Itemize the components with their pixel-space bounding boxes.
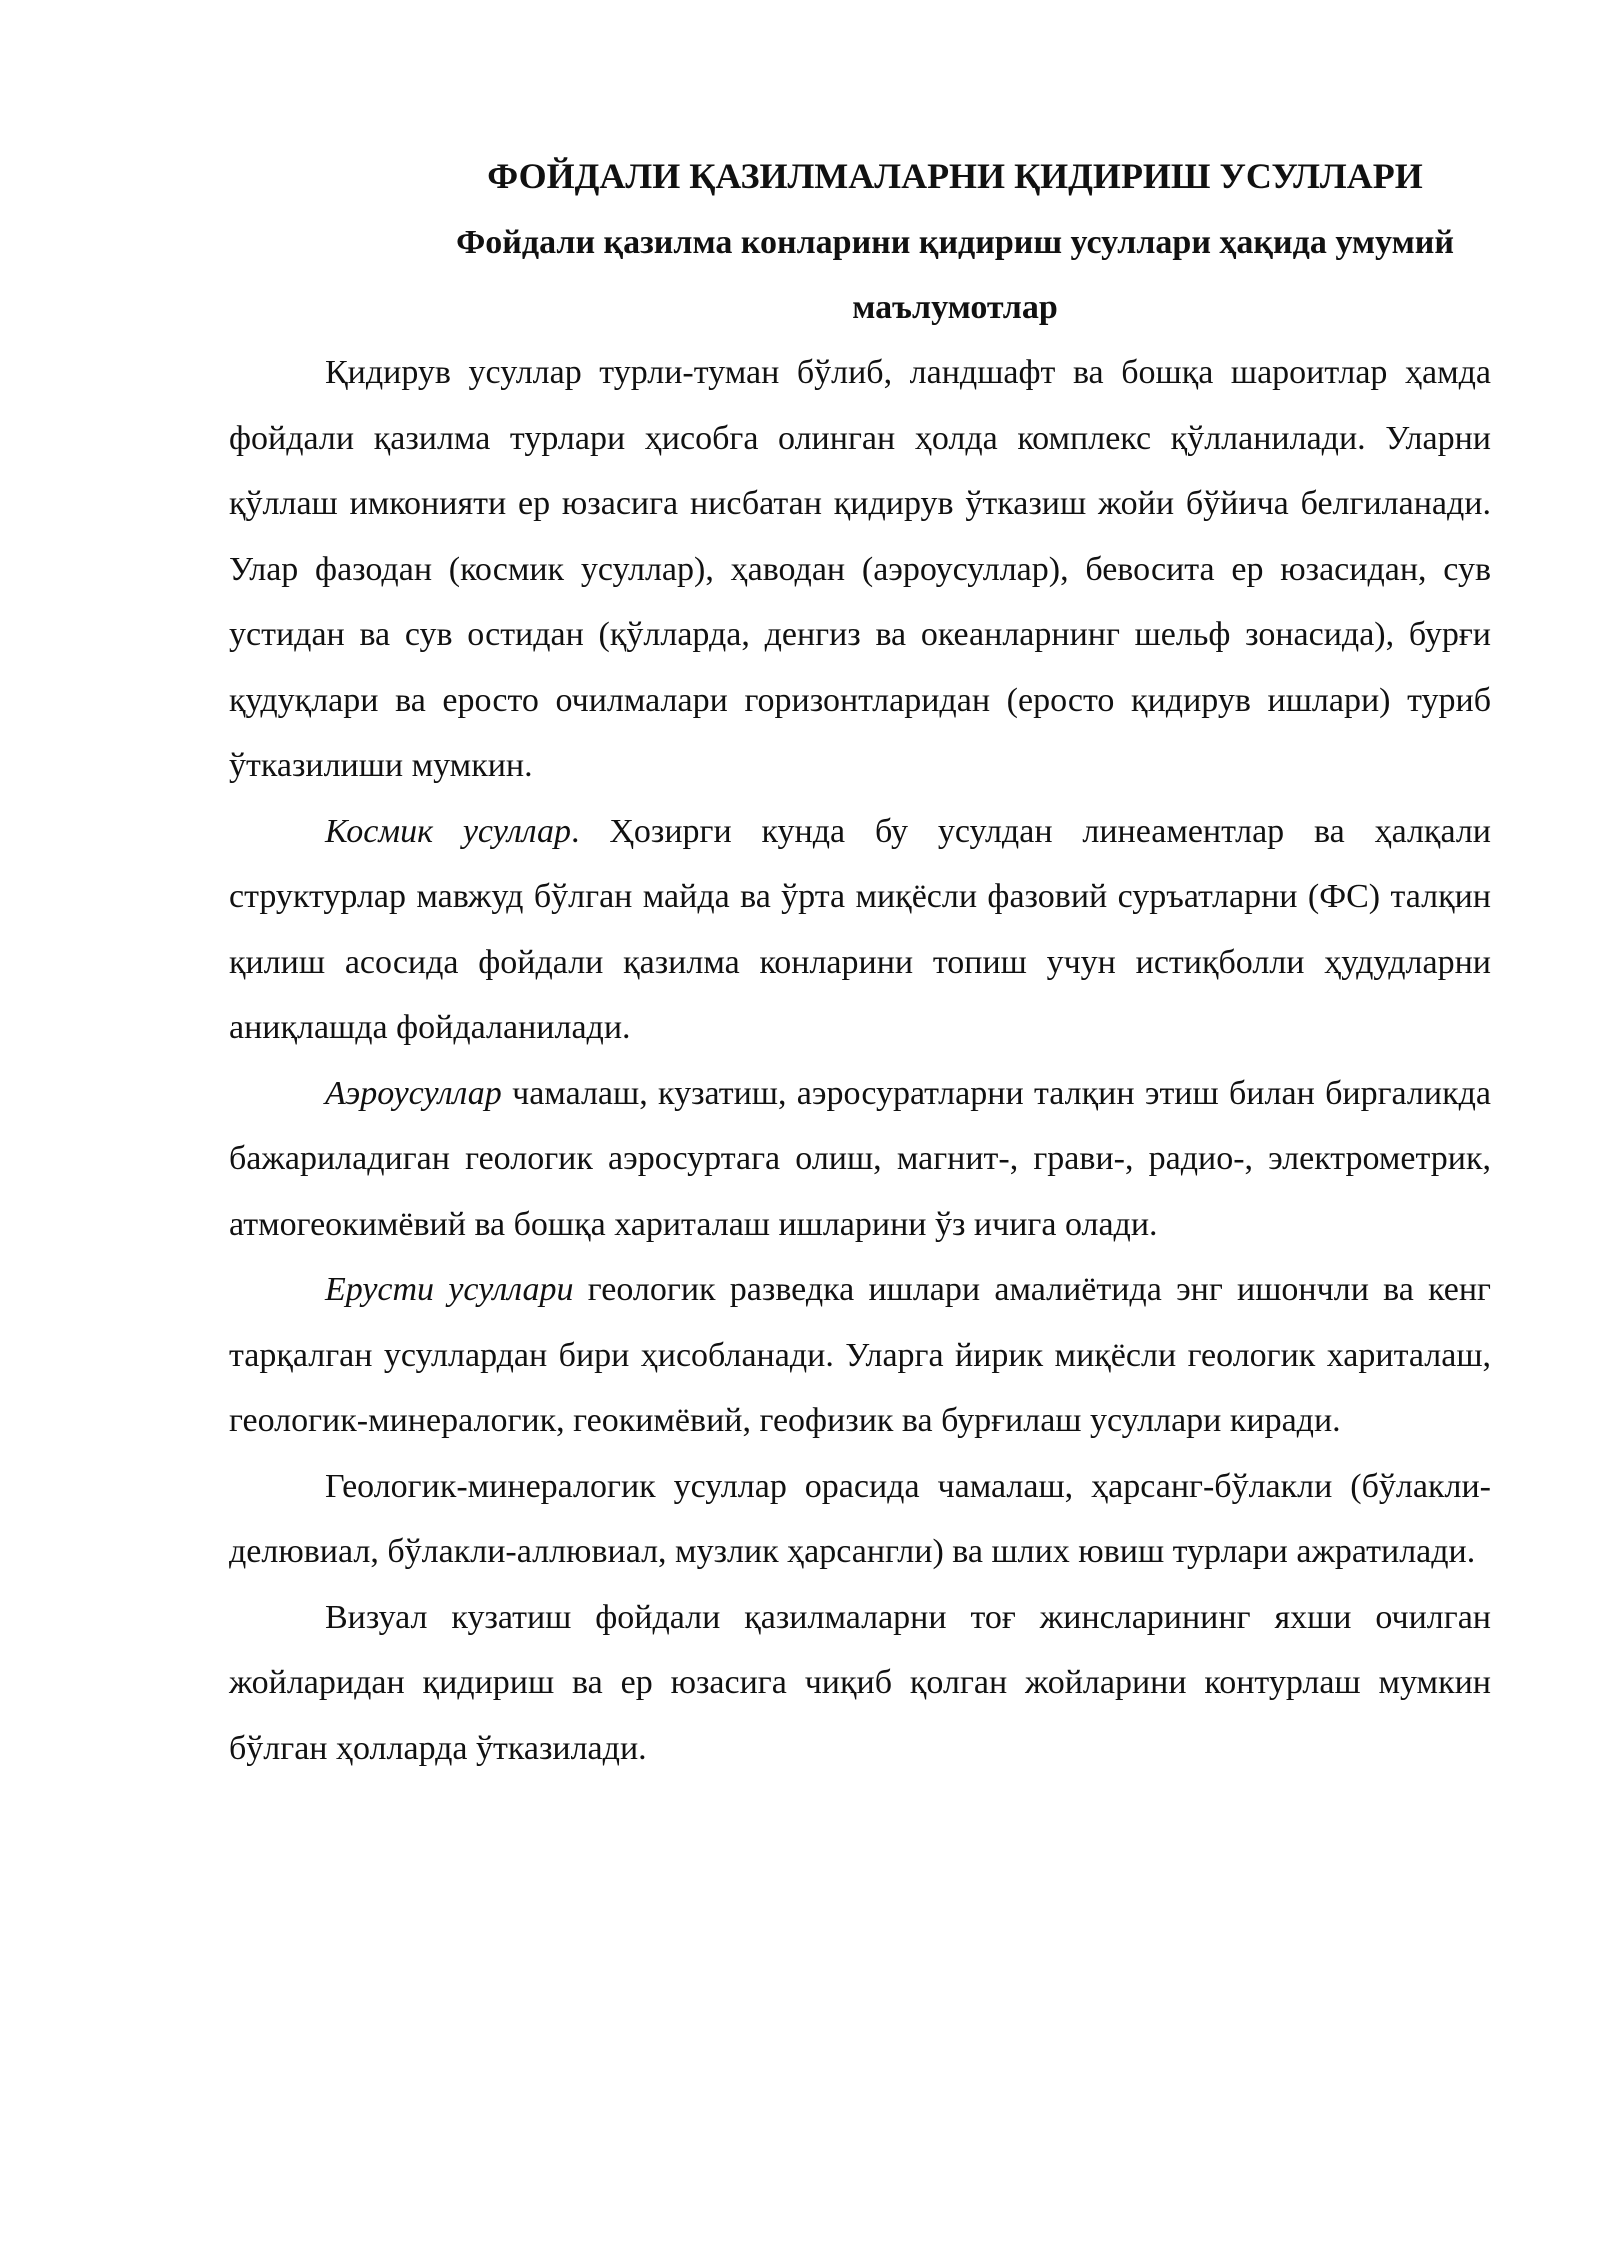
paragraph-text: . Ҳозирги кунда бу усулдан линеаментлар ва ҳалқали структурлар мавжуд бўлган майда ва ўрта миқёсли фазовий суръатларни (ФС) талқин қилиш асосида фойдали қазилма конларини топиш учун истиқболли ҳудудларни аниқлашда фойдаланилади.	[229, 812, 1491, 1046]
paragraph-mineralogical-methods	[229, 1454, 1491, 1585]
paragraph-text: Визуал кузатиш фойдали қазилмаларни тоғ жинсларининг яхши очилган жойларидан қидириш ва ер юзасига чиқиб қолган жойларини контурлаш мумкин бўлган ҳолларда ўтказилади.	[229, 1598, 1491, 1767]
paragraph-text: Геологик-минералогик усуллар орасида чамалаш, ҳарсанг-бўлакли (бўлакли-делювиал, бўлакли-аллювиал, музлик ҳарсангли) ва шлих ювиш турлари ажратилади.	[229, 1467, 1491, 1570]
document-page	[229, 146, 1491, 1781]
document-title: ФОЙДАЛИ ҚАЗИЛМАЛАРНИ ҚИДИРИШ УСУЛЛАРИ	[487, 156, 1423, 196]
document-subtitle: Фойдали қазилма конларини қидириш усуллари ҳақида умумий маълумотлар	[456, 224, 1454, 326]
paragraph-lead-term: Ерусти усуллари	[325, 1271, 574, 1308]
paragraph-aero-methods	[229, 1061, 1491, 1258]
paragraph-ground-methods	[229, 1257, 1491, 1454]
paragraph-lead-term: Космик усуллар	[325, 812, 572, 850]
paragraph-lead-term: Аэроусуллар	[325, 1074, 502, 1112]
paragraph-visual-observation	[229, 1585, 1491, 1782]
paragraph-text: геологик разведка ишлари амалиётида энг ишончли ва кенг тарқалган усуллардан бири ҳисобланади. Уларга йирик миқёсли геологик хариталаш, геологик-минералогик, геокимёвий, геофизик ва бурғилаш усуллари киради.	[229, 1271, 1492, 1439]
paragraph-intro	[229, 340, 1491, 799]
paragraph-text: Қидирув усуллар турли-туман бўлиб, ландшафт ва бошқа шароитлар ҳамда фойдали қазилма турлари ҳисобга олинган ҳолда комплекс қўлланилади. Уларни қўллаш имконияти ер юзасига нисбатан қидирув ўтказиш жойи бўйича белгиланади. Улар фазодан (космик усуллар), ҳаводан (аэроусуллар), бевосита ер юзасидан, сув устидан ва сув остидан (қўлларда, денгиз ва океанларнинг шельф зонасида), бурғи қудуқлари ва еросто очилмалари горизонтларидан (еросто қидирув ишлари) туриб ўтказилиши мумкин.	[229, 354, 1491, 784]
paragraph-text: чамалаш, кузатиш, аэросуратларни талқин этиш билан биргаликда бажариладиган геологик аэросуртага олиш, магнит-, грави-, радио-, электрометрик, атмогеокимёвий ва бошқа хариталаш ишларини ўз ичига олади.	[229, 1074, 1491, 1243]
paragraph-space-methods	[229, 799, 1491, 1061]
